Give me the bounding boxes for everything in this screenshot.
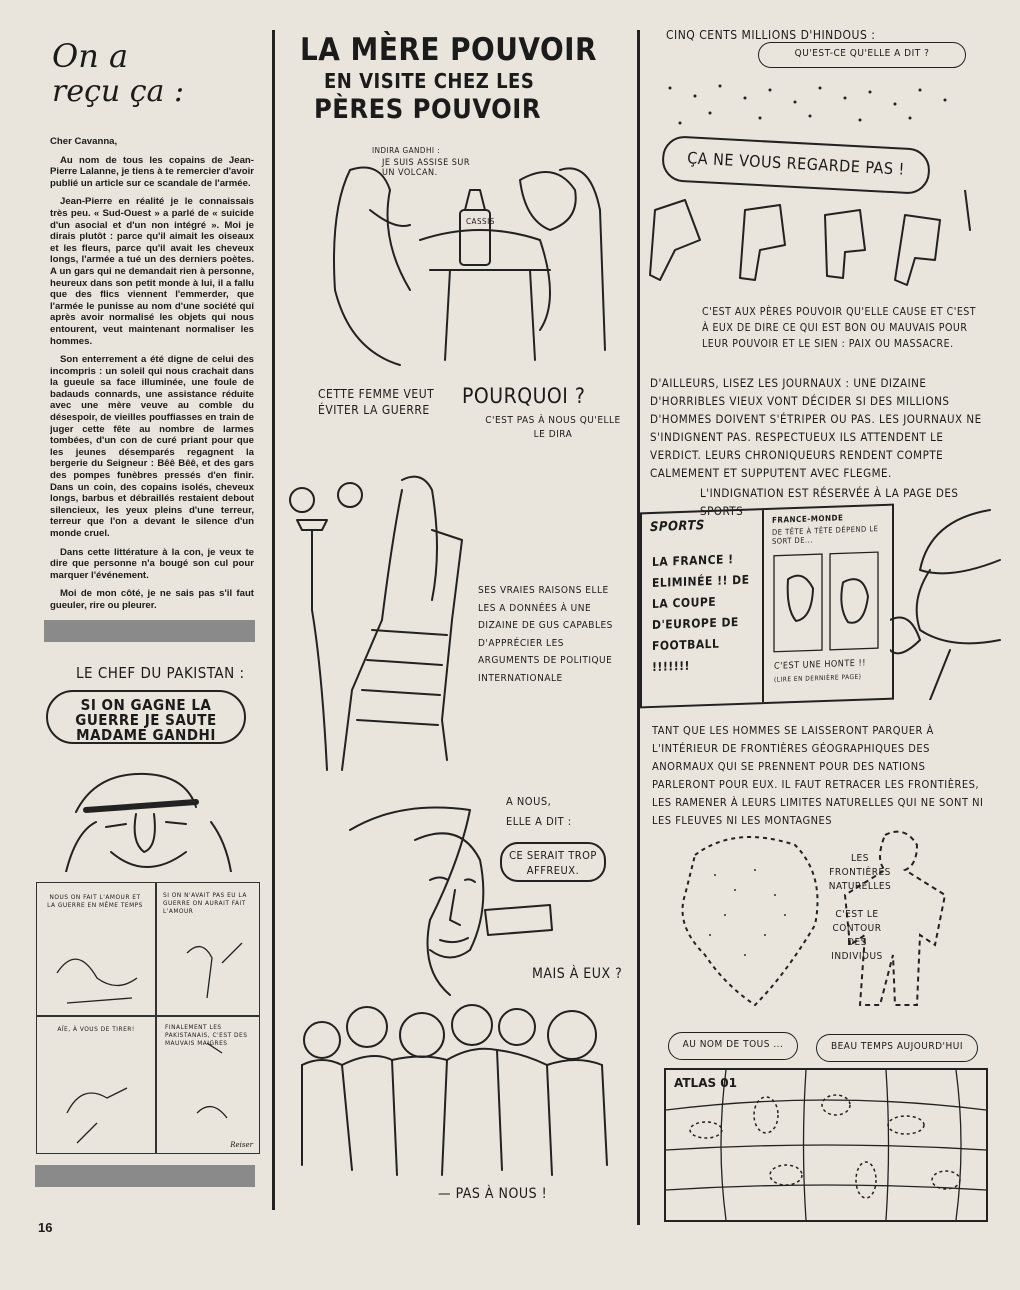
indira-label: INDIRA GANDHI : <box>372 146 441 155</box>
letter-paragraph: Au nom de tous les copains de Jean-Pierre Lalanne, je tiens à te remercier d'avoir publié un article sur ce scandale de l'armée. <box>50 154 254 189</box>
mini-panel-3-text: AÏE, À VOUS DE TIRER! <box>57 1025 135 1033</box>
hindous-caption: CINQ CENTS MILLIONS D'HINDOUS : <box>666 28 876 42</box>
indignation-text: L'INDIGNATION EST RÉSERVÉE À LA PAGE DES SPORTS <box>700 486 959 518</box>
map-person-drawing <box>655 815 975 1015</box>
atlas-box <box>664 1068 988 1222</box>
page-number: 16 <box>38 1220 53 1235</box>
raisons-text: SES VRAIES RAISONS ELLE LES A DONNÉES À UNE DIZAINE DE GUS CAPABLES D'APPRÉCIER LES ARGUMENTS DE POLITIQUE INTERNATIONALE <box>478 585 613 684</box>
pas-nous-text: — PAS À NOUS ! <box>438 1186 548 1202</box>
separator-bar-top <box>44 620 255 642</box>
pakistan-bubble: SI ON GAGNE LA GUERRE JE SAUTE MADAME GANDHI <box>46 690 246 744</box>
mais-eux-text: MAIS À EUX ? <box>532 966 623 982</box>
letter-salutation: Cher Cavanna, <box>50 136 118 147</box>
affreux-bubble: CE SERAIT TROP AFFREUX. <box>500 842 606 882</box>
pourquoi-sub: C'EST PAS À NOUS QU'ELLE LE DIRA <box>485 415 621 440</box>
regarde-bubble: ÇA NE VOUS REGARDE PAS ! <box>661 135 931 195</box>
beau-temps-bubble: BEAU TEMPS AUJOURD'HUI <box>816 1034 978 1062</box>
column-rule-left <box>272 30 275 1210</box>
letter-paragraph: Jean-Pierre en réalité je le connaissais très peu. « Sud-Ouest » a parlé de « suicide d'un asocial et d'un non intégré ». Moi je dirais plutôt : parce qu'il aimait les oiseaux et les fleurs, parce qu'il avait les cheveux longs, l'armée a tué un des derniers poètes. A un gars qui ne demandait rien à personne, heureux dans son petit monde à lui, il a fallu que des flics viennent l'emmerder, que l'armée le punisse au nom d'une société qui après avoir normalisé les objets qui nous entourent, veut maintenant normaliser les hommes. <box>50 196 254 347</box>
atlas-label: ATLAS 01 <box>674 1076 737 1090</box>
artist-signature: Reiser <box>230 1141 253 1149</box>
newspaper-drawing <box>640 504 894 709</box>
title-line-1: LA MÈRE POUVOIR <box>300 32 597 68</box>
mini-strip-drawing <box>37 883 259 1153</box>
paper-masthead: FRANCE-MONDE <box>772 513 844 525</box>
reader-drawing <box>890 500 1010 700</box>
separator-bar-bottom <box>35 1165 255 1187</box>
paper-sports: SPORTS <box>650 518 705 536</box>
mini-panel-1-text: NOUS ON FAIT L'AMOUR ET LA GUERRE EN MÊME TEMPS <box>47 893 143 909</box>
pourquoi-text: POURQUOI ? <box>462 384 586 408</box>
letter-paragraph: Dans cette littérature à la con, je veux te dire que personne n'a bougé son cul pour marquer l'événement. <box>50 546 254 581</box>
paper-tete: DE TÊTE À TÊTE DÉPEND LE SORT DE... <box>772 524 879 546</box>
caption-left: CETTE FEMME VEUT ÉVITER LA GUERRE <box>318 387 435 417</box>
paper-dernier: (LIRE EN DERNIÈRE PAGE) <box>774 672 862 684</box>
map-text-1: LES FRONTIÈRES NATURELLES <box>828 853 892 892</box>
tous-bubble: AU NOM DE TOUS ... <box>668 1032 798 1060</box>
pakistan-general-drawing <box>36 752 258 872</box>
letter-heading <box>52 38 262 110</box>
indira-visit-drawing <box>310 150 610 380</box>
letter-body <box>50 136 254 637</box>
a-nous-text: A NOUS, ELLE A DIT : <box>506 795 572 828</box>
crowd-drawing <box>282 995 632 1185</box>
title-line-3: PÈRES POUVOIR <box>314 94 542 125</box>
title-line-2: EN VISITE CHEZ LES <box>324 69 535 93</box>
bottle-label: CASSIS <box>466 217 495 226</box>
stairs-drawing <box>282 470 482 780</box>
journaux-text: D'AILLEURS, LISEZ LES JOURNAUX : UNE DIZAINE D'HORRIBLES VIEUX VONT DÉCIDER SI DES MILLIONS D'HOMMES DOIVENT S'ÉTRIPER OU PAS. LES JOURNAUX NE S'INDIGNENT PAS. RESPECTUEUX ILS ATTENDENT LE VERDICT. LEURS CHRONIQUEURS RENDENT COMPTE CALMEMENT ET SUPPUTENT AVEC FLEGME. <box>650 376 982 480</box>
letter-heading-line1: On a <box>52 37 129 75</box>
mini-panel-2-text: SI ON N'AVAIT PAS EU LA GUERRE ON AURAIT FAIT L'AMOUR <box>163 891 247 915</box>
paper-headline: LA FRANCE ! ELIMINÉE !! DE LA COUPE D'EUROPE DE FOOTBALL !!!!!!! <box>652 552 750 675</box>
letter-paragraph: Moi de mon côté, je ne sais pas s'il faut gueuler, rire ou pleurer. <box>50 588 254 611</box>
hindous-bubble: QU'EST-CE QU'ELLE A DIT ? <box>758 42 966 68</box>
map-text-2: C'EST LE CONTOUR DES INDIVIDUS <box>831 909 883 962</box>
middle-title <box>300 32 630 126</box>
mini-panel-4-text: FINALEMENT LES PAKISTANAIS, C'EST DES MAUVAIS MAIGRES <box>165 1023 248 1047</box>
paper-honte: C'EST UNE HONTE !! <box>774 658 866 672</box>
letter-heading-line2: reçu ça : <box>52 74 185 109</box>
frontieres-text: TANT QUE LES HOMMES SE LAISSERONT PARQUER À L'INTÉRIEUR DE FRONTIÈRES GÉOGRAPHIQUES DES ANORMAUX QUI SE PRENNENT POUR DES NATIONS PARLERONT POUR EUX. IL FAUT RETRACER LES FRONTIÈRES, LES RAMENER À LEURS LIMITES NATURELLES QUI NE SONT NI LES FLEUVES NI LES MONTAGNES <box>652 724 984 827</box>
bowing-figures-drawing <box>645 190 985 300</box>
letter-paragraph: Son enterrement a été digne de celui des incompris : un soleil qui nous crachait dans la gueule sa face illuminée, une foule de badauds connards, une assistance réduite avec une mère veuve au comble du désespoir, de vieilles pouffiasses en train de juger cette fête au nombre de larmes tombées, d'un con de curé priant pour que les jeunes désemparés regagnent la bergerie du Seigneur : Bêê Bêê, et des gars des pompes funèbres pressés d'en finir. Dans un coin, des copains isolés, cheveux longs, barbus et débraillés restaient debout silencieux, les yeux pleins d'une terreur, terreur que l'on a devant le silence d'un monde cruel. <box>50 354 254 539</box>
pakistan-cartoon <box>36 660 258 1160</box>
pakistan-mini-strip <box>36 882 260 1154</box>
crowd-dots-drawing <box>650 68 980 138</box>
pakistan-caption: LE CHEF DU PAKISTAN : <box>76 664 245 682</box>
volcano-bubble: JE SUIS ASSISE SUR UN VOLCAN. <box>382 158 470 178</box>
peres-pouvoir-text: C'EST AUX PÈRES POUVOIR QU'ELLE CAUSE ET C'EST À EUX DE DIRE CE QUI EST BON OU MAUVAIS POUR LEUR POUVOIR ET LE SIEN : PAIX OU MASSACRE. <box>702 306 977 350</box>
paper-portraits <box>768 546 888 660</box>
atlas-map <box>666 1070 986 1220</box>
